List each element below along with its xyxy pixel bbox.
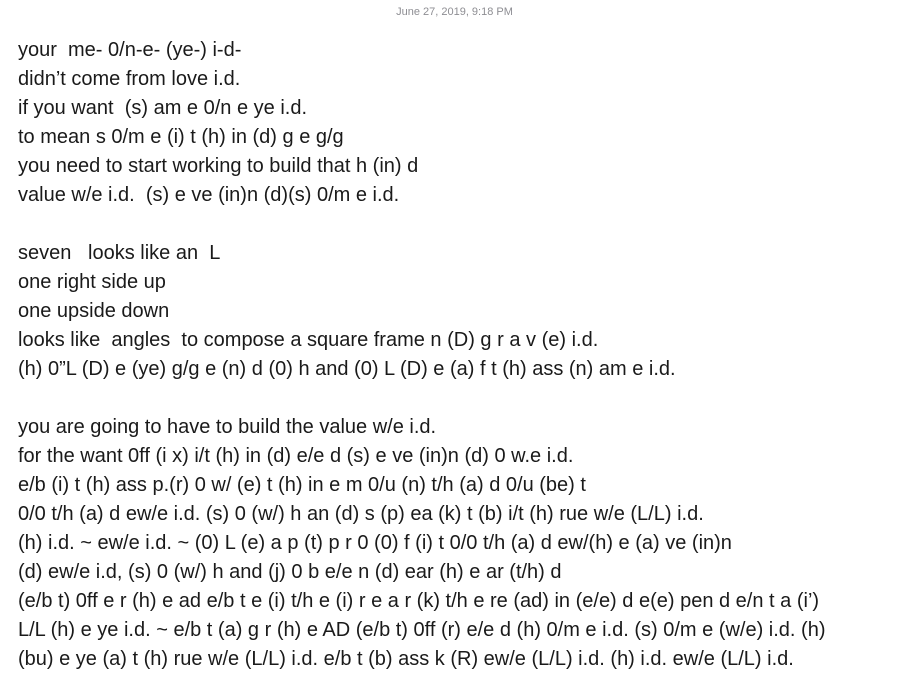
text-line: seven looks like an L xyxy=(18,242,221,264)
text-line: one right side up xyxy=(18,271,166,293)
text-line: value w/e i.d. (s) e ve (in)n (d)(s) 0/m e i.d. xyxy=(18,184,400,206)
text-line: 0/0 t/h (a) d ew/e i.d. (s) 0 (w/) h an (d) s (p) ea (k) t (b) i/t (h) rue w/e (L/L) i.d. xyxy=(18,503,704,525)
note-body-text[interactable] xyxy=(18,36,903,674)
text-line: didn’t come from love i.d. xyxy=(18,68,241,90)
text-line: (d) ew/e i.d, (s) 0 (w/) h and (j) 0 b e/e n (d) ear (h) e ar (t/h) d xyxy=(18,561,562,583)
text-line: e/b (i) t (h) ass p.(r) 0 w/ (e) t (h) in e m 0/u (n) t/h (a) d 0/u (be) t xyxy=(18,474,586,496)
blank-line xyxy=(18,384,903,413)
note-timestamp: June 27, 2019, 9:18 PM xyxy=(396,6,513,18)
blank-line xyxy=(18,210,903,239)
text-line: L/L (h) e ye i.d. ~ e/b t (a) g r (h) e AD (e/b t) 0ff (r) e/e d (h) 0/m e i.d. (s) 0/m e (w/e) i.d. (h) xyxy=(18,619,826,641)
text-line: (h) 0”L (D) e (ye) g/g e (n) d (0) h and (0) L (D) e (a) f t (h) ass (n) am e i.d. xyxy=(18,358,676,380)
text-line: your me- 0/n-e- (ye-) i-d- xyxy=(18,39,242,61)
text-line: (bu) e ye (a) t (h) rue w/e (L/L) i.d. e/b t (b) ass k (R) ew/e (L/L) i.d. (h) i.d. ew/e (L/L) i.d. xyxy=(18,648,794,670)
text-line: you are going to have to build the value w/e i.d. xyxy=(18,416,437,438)
text-line: if you want (s) am e 0/n e ye i.d. xyxy=(18,97,308,119)
text-line: (h) i.d. ~ ew/e i.d. ~ (0) L (e) a p (t) p r 0 (0) f (i) t 0/0 t/h (a) d ew/(h) e (a) ve (in)n xyxy=(18,532,732,554)
text-line: you need to start working to build that h (in) d xyxy=(18,155,419,177)
text-line: (e/b t) 0ff e r (h) e ad e/b t e (i) t/h e (i) r e a r (k) t/h e re (ad) in (e/e) d e(e) pen d e/n t a (i’) xyxy=(18,590,820,612)
text-line: to mean s 0/m e (i) t (h) in (d) g e g/g xyxy=(18,126,344,148)
text-line: one upside down xyxy=(18,300,170,322)
text-line: for the want 0ff (i x) i/t (h) in (d) e/e d (s) e ve (in)n (d) 0 w.e i.d. xyxy=(18,445,574,467)
text-line: looks like angles to compose a square frame n (D) g r a v (e) i.d. xyxy=(18,329,599,351)
